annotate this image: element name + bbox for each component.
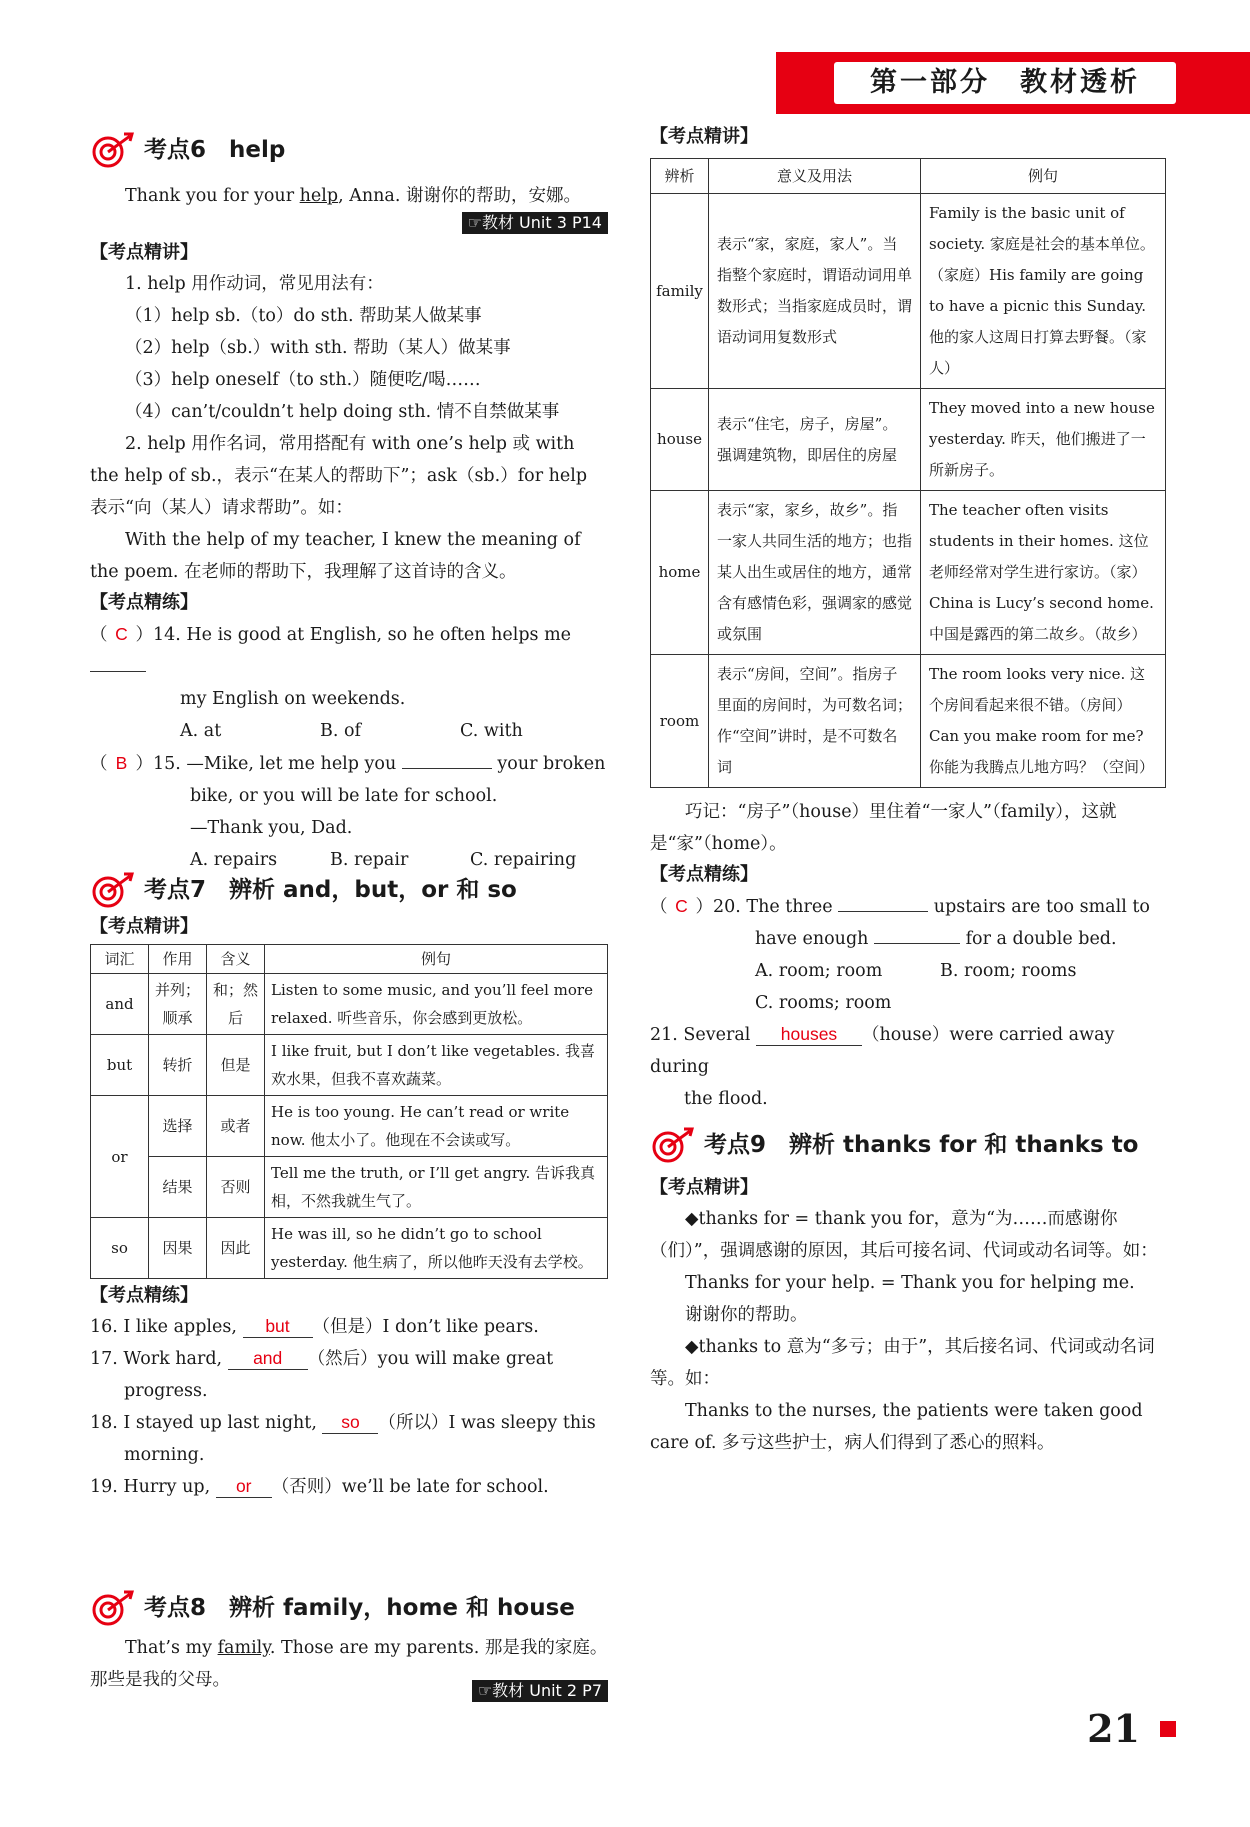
k9-p2: ◆thanks to 意为“多亏；由于”，其后接名词、代词或动名词等。如：	[650, 1337, 1155, 1389]
table-header-cell: 作用	[149, 945, 207, 974]
k6-example-word: help	[299, 186, 339, 206]
table-cell-usage: 表示“家，家乡，故乡”。指一家人共同生活的地方；也指某人出生或居住的地方，通常含有感情色彩，强调家的感觉或氛围	[709, 491, 921, 655]
table-cell-mean: 否则	[207, 1157, 265, 1218]
q20-stem: 20. The three	[713, 897, 833, 917]
q19-post: （否则）we’ll be late for school.	[271, 1477, 549, 1497]
k9-p1: ◆thanks for = thank you for，意为“为……而感谢你（们）”，强调感谢的原因，其后可接名词、代词或动名词等。如：	[650, 1209, 1158, 1261]
page-number	[1087, 1706, 1176, 1751]
table-cell-word: or	[91, 1096, 149, 1218]
k8-jingjiang-label: 【考点精讲】	[650, 126, 758, 147]
kaodian-9-title: 考点9 辨析 thanks for 和 thanks to	[704, 1132, 1139, 1158]
table-header-cell: 例句	[265, 945, 608, 974]
q16	[90, 1311, 608, 1343]
k8-jinglian-label: 【考点精练】	[650, 864, 758, 885]
table-cell-word: home	[651, 491, 709, 655]
table-cell-mean: 和；然后	[207, 974, 265, 1035]
table-cell-word: family	[651, 194, 709, 389]
q17-answer: and	[228, 1347, 308, 1370]
k7-jinglian-label: 【考点精练】	[90, 1285, 198, 1306]
q20-paren: （	[650, 897, 668, 917]
table-cell-use: 转折	[149, 1035, 207, 1096]
kaodian-7	[90, 872, 608, 1503]
q18-answer: so	[322, 1411, 378, 1434]
table-header-row	[91, 945, 608, 974]
table-cell-use: 选择	[149, 1096, 207, 1157]
q18	[90, 1407, 608, 1439]
q21-post: （house）were carried away during	[650, 1025, 1115, 1077]
q14-stem: 14. He is good at English, so he often helps me	[153, 625, 572, 645]
q20	[650, 890, 1166, 923]
target-icon	[90, 872, 134, 908]
k8-table	[650, 158, 1166, 788]
table-cell-use: 结果	[149, 1157, 207, 1218]
table-cell-example: The teacher often visits students in their homes. 这位老师经常对学生进行家访。（家）China is Lucy’s second home. 中国是露西的第二故乡。（故乡）	[921, 491, 1166, 655]
table-row	[91, 1157, 608, 1218]
q14-paren: （	[90, 625, 108, 645]
table-cell-usage: 表示“住宅，房子，房屋”。强调建筑物，即居住的房屋	[709, 389, 921, 491]
k7-table	[90, 944, 608, 1279]
q15-stem2: bike, or you will be late for school.	[190, 786, 498, 806]
kaodian-8-title: 考点8 辨析 family，home 和 house	[144, 1595, 575, 1621]
q20-blank	[874, 943, 960, 944]
q14-answer: C	[115, 624, 128, 644]
table-cell-example: Family is the basic unit of society. 家庭是社会的基本单位。（家庭）His family are going to have a picnic this Sunday. 他的家人这周日打算去野餐。（家人）	[921, 194, 1166, 389]
q15-option-a: A. repairs	[190, 850, 278, 870]
k6-line: 2. help 用作名词，常用搭配有 with one’s help 或 with the help of sb.，表示“在某人的帮助下”；ask（sb.）for help 表示“向（某人）请求帮助”。如：	[90, 434, 588, 518]
q14-option-a: A. at	[180, 721, 222, 741]
table-cell-usage: 表示“家，家庭，家人”。当指整个家庭时，谓语动词用单数形式；当指家庭成员时，谓语动词用复数形式	[709, 194, 921, 389]
table-header-cell: 含义	[207, 945, 265, 974]
q20-line2	[650, 923, 1166, 955]
table-cell-word: but	[91, 1035, 149, 1096]
target-icon	[90, 132, 134, 168]
k8-tip: 巧记：“房子”（house）里住着“一家人”（family），这就是“家”（home）。	[650, 802, 1117, 854]
q15-option-b: B. repair	[330, 850, 409, 870]
k8-example-post: . Those are my parents. 那是我的家庭。那些是我的父母。	[90, 1638, 608, 1690]
k6-line: （4）can’t/couldn’t help doing sth. 情不自禁做某事	[125, 402, 560, 422]
kaodian-7-heading	[90, 872, 608, 908]
q20-stem2b: for a double bed.	[965, 929, 1117, 949]
k6-line: 1. help 用作动词，常见用法有：	[125, 274, 384, 294]
q19-answer: or	[216, 1475, 272, 1498]
k6-source-row	[90, 212, 608, 234]
page-marker	[1160, 1721, 1176, 1737]
q16-post: （但是）I don’t like pears.	[312, 1317, 539, 1337]
table-cell-word: and	[91, 974, 149, 1035]
table-header-cell: 意义及用法	[709, 159, 921, 194]
k6-jingjiang-label: 【考点精讲】	[90, 242, 198, 263]
q15-paren: ）	[135, 754, 153, 774]
q15-stem: 15. —Mike, let me help you	[153, 754, 397, 774]
k7-jingjiang-label: 【考点精讲】	[90, 916, 198, 937]
table-cell-usage: 表示“房间，空间”。指房子里面的房间时，为可数名词；作“空间”讲时，是不可数名词	[709, 655, 921, 788]
table-cell-example: I like fruit, but I don’t like vegetables. 我喜欢水果，但我不喜欢蔬菜。	[265, 1035, 608, 1096]
kaodian-9-heading	[650, 1127, 1166, 1163]
q16-pre: 16. I like apples,	[90, 1317, 237, 1337]
table-cell-example: They moved into a new house yesterday. 昨天，他们搬进了一所新房子。	[921, 389, 1166, 491]
q20-answer: C	[675, 896, 688, 916]
q14	[90, 618, 608, 683]
table-header-row	[651, 159, 1166, 194]
k9-jingjiang-label: 【考点精讲】	[650, 1177, 758, 1198]
section-banner	[776, 52, 1250, 114]
q17-post2: progress.	[124, 1381, 208, 1401]
table-cell-word: house	[651, 389, 709, 491]
page-number-text: 21	[1087, 1706, 1140, 1751]
k6-example-post: , Anna. 谢谢你的帮助，安娜。	[338, 186, 581, 206]
table-row	[651, 194, 1166, 389]
table-cell-example: He was ill, so he didn’t go to school yesterday. 他生病了，所以他昨天没有去学校。	[265, 1218, 608, 1279]
q15-stem3: —Thank you, Dad.	[190, 818, 353, 838]
q14-blank	[90, 671, 146, 672]
table-header-cell: 例句	[921, 159, 1166, 194]
kaodian-8	[90, 1590, 608, 1700]
table-header-cell: 辨析	[651, 159, 709, 194]
q20-options	[650, 955, 1166, 987]
k8-example-pre: That’s my	[125, 1638, 218, 1658]
table-cell-mean: 因此	[207, 1218, 265, 1279]
k6-jinglian-label: 【考点精练】	[90, 592, 198, 613]
target-icon	[90, 1590, 134, 1626]
q18-post: （所以）I was sleepy this	[378, 1413, 596, 1433]
target-icon	[650, 1127, 694, 1163]
k6-source: ☞教材 Unit 3 P14	[462, 212, 608, 234]
k9-p1-example: Thanks for your help. = Thank you for helping me.	[685, 1273, 1135, 1293]
table-row	[91, 1035, 608, 1096]
q17	[90, 1343, 608, 1375]
k6-line: （2）help（sb.）with sth. 帮助（某人）做某事	[125, 338, 511, 358]
q14-options	[90, 715, 608, 747]
q19-pre: 19. Hurry up,	[90, 1477, 211, 1497]
section-title: 第一部分 教材透析	[834, 62, 1176, 104]
table-header-cell: 词汇	[91, 945, 149, 974]
table-cell-use: 并列；顺承	[149, 974, 207, 1035]
q14-paren: ）	[135, 625, 153, 645]
q14-option-b: B. of	[320, 721, 361, 741]
table-cell-mean: 但是	[207, 1035, 265, 1096]
table-cell-use: 因果	[149, 1218, 207, 1279]
table-row	[651, 491, 1166, 655]
q18-post2: morning.	[124, 1445, 205, 1465]
table-cell-word: so	[91, 1218, 149, 1279]
q20-option-b: B. room; rooms	[940, 961, 1077, 981]
q15-answer: B	[115, 753, 128, 773]
kaodian-8-heading	[90, 1590, 608, 1626]
q15-paren: （	[90, 754, 108, 774]
k6-line: With the help of my teacher, I knew the meaning of the poem. 在老师的帮助下，我理解了这首诗的含义。	[90, 530, 581, 582]
table-row	[91, 1218, 608, 1279]
q15	[90, 747, 608, 780]
q14-stem2: my English on weekends.	[180, 689, 406, 709]
k6-line: （3）help oneself（to sth.）随便吃/喝……	[125, 370, 481, 390]
table-cell-word: room	[651, 655, 709, 788]
q17-pre: 17. Work hard,	[90, 1349, 223, 1369]
table-row	[651, 389, 1166, 491]
k8-source: ☞教材 Unit 2 P7	[472, 1680, 608, 1702]
q14-option-c: C. with	[460, 721, 523, 741]
k9-p1-translation: 谢谢你的帮助。	[685, 1305, 808, 1325]
q21-answer: houses	[756, 1023, 862, 1046]
k9-p2-example: Thanks to the nurses, the patients were taken good care of. 多亏这些护士，病人们得到了悉心的照料。	[650, 1401, 1143, 1453]
kaodian-7-title: 考点7 辨析 and，but，or 和 so	[144, 877, 517, 903]
q20-paren: ）	[695, 897, 713, 917]
table-cell-example: He is too young. He can’t read or write now. 他太小了。他现在不会读或写。	[265, 1096, 608, 1157]
q17-post: （然后）you will make great	[307, 1349, 554, 1369]
q19	[90, 1471, 608, 1503]
q20-stem-mid: upstairs are too small to	[933, 897, 1150, 917]
kaodian-6	[90, 132, 608, 876]
q16-answer: but	[243, 1315, 313, 1338]
k6-example	[90, 180, 608, 212]
k8-detail	[650, 122, 1166, 1459]
k8-example-word: family	[217, 1638, 270, 1658]
q21-pre: 21. Several	[650, 1025, 751, 1045]
table-cell-example: Listen to some music, and you’ll feel more relaxed. 听些音乐，你会感到更放松。	[265, 974, 608, 1035]
table-cell-example: Tell me the truth, or I’ll get angry. 告诉我真相，不然我就生气了。	[265, 1157, 608, 1218]
q20-blank	[838, 911, 928, 912]
kaodian-6-title: 考点6 help	[144, 137, 286, 163]
q18-pre: 18. I stayed up last night,	[90, 1413, 317, 1433]
q20-option-c: C. rooms; room	[755, 993, 892, 1013]
k6-example-pre: Thank you for your	[125, 186, 300, 206]
q21-post2: the flood.	[684, 1089, 768, 1109]
table-row	[91, 974, 608, 1035]
table-row	[91, 1096, 608, 1157]
table-cell-mean: 或者	[207, 1096, 265, 1157]
q21	[650, 1019, 1166, 1083]
kaodian-6-heading	[90, 132, 608, 168]
q20-option-a: A. room; room	[755, 961, 883, 981]
table-cell-example: The room looks very nice. 这个房间看起来很不错。（房间）Can you make room for me? 你能为我腾点儿地方吗？（空间）	[921, 655, 1166, 788]
q15-stem-end: your broken	[497, 754, 606, 774]
q15-blank	[402, 768, 492, 769]
k6-line: （1）help sb.（to）do sth. 帮助某人做某事	[125, 306, 482, 326]
q20-stem2a: have enough	[755, 929, 869, 949]
table-row	[651, 655, 1166, 788]
q15-option-c: C. repairing	[470, 850, 577, 870]
k8-source-row	[472, 1680, 608, 1702]
